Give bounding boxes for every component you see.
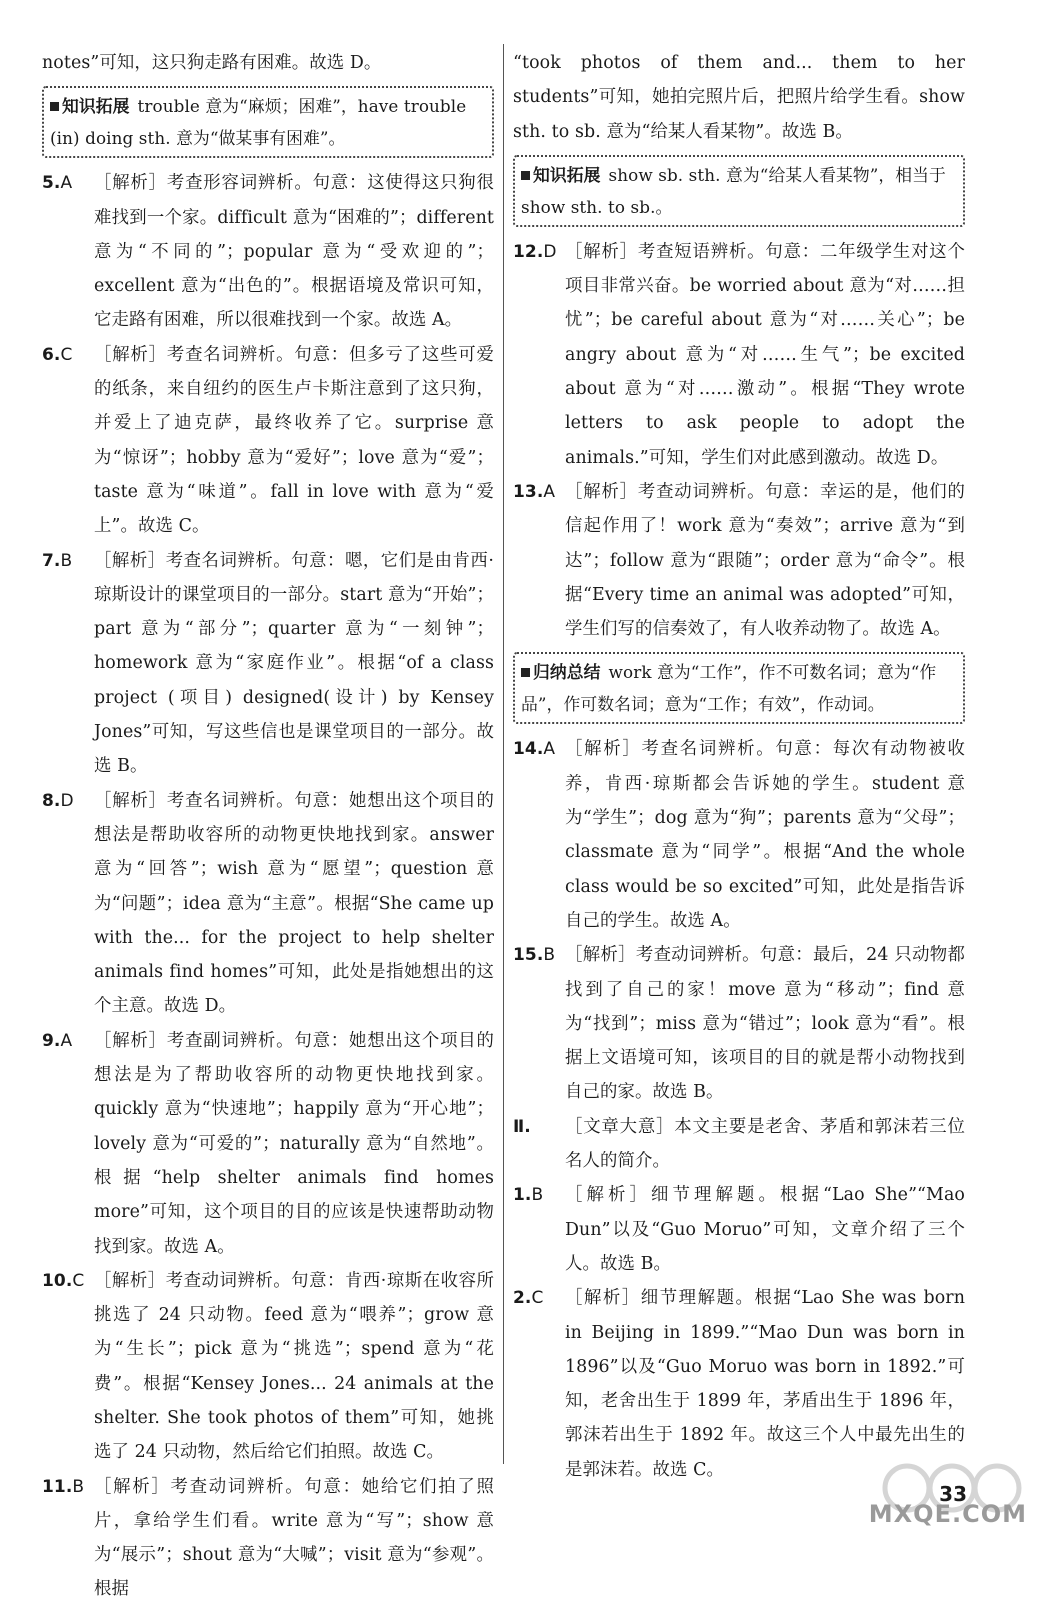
left-answer-list bbox=[42, 166, 494, 1606]
box-text: work 意为“工作”，作不可数名词；意为“作品”，作可数名词；意为“工作；有效”，作动词。 bbox=[521, 662, 937, 715]
item-number bbox=[513, 732, 565, 938]
box-title: 知识拓展 bbox=[50, 96, 130, 116]
item-number bbox=[42, 1024, 94, 1264]
right-intro-text: “took photos of them and... them to her students”可知，她拍完照片后，把照片给学生看。show sth. to sb. 意为“给某人看某物”。故选 B。 bbox=[513, 53, 965, 142]
item-number-label: 15. bbox=[513, 945, 544, 966]
answer-item bbox=[513, 1281, 965, 1487]
item-explanation: ［解析］考查名词辨析。句意：但多亏了这些可爱的纸条，来自纽约的医生卢卡斯注意到了这只狗，并爱上了迪克萨，最终收养了它。surprise 意为“惊讶”；hobby 意为“爱好”；love 意为“爱”；taste 意为“味道”。fall in love with 意为“爱上”。故选 C。 bbox=[94, 344, 494, 537]
box-text: show sb. sth. 意为“给某人看某物”，相当于 show sth. to sb.。 bbox=[521, 164, 946, 217]
section-heading bbox=[513, 1110, 965, 1179]
item-number bbox=[513, 1178, 565, 1281]
item-number-label: 11. bbox=[42, 1476, 73, 1497]
watermark-text: MXQE.COM bbox=[868, 1500, 1027, 1528]
item-number-label: 12. bbox=[513, 241, 544, 262]
item-explanation: ［解析］考查动词辨析。句意：肯西·琼斯在收容所挑选了 24 只动物。feed 意为“喂养”；grow 意为“生长”；pick 意为“挑选”；spend 意为“花费”。根据“Kensey Jones... 24 animals at the shelter. She took photos of them”可知，她挑选了 24 只动物，然后给它们拍照。故选 C。 bbox=[94, 1270, 494, 1463]
item-number-label: 14. bbox=[513, 739, 544, 760]
answer-item bbox=[42, 166, 494, 337]
left-column bbox=[42, 46, 494, 1607]
item-number bbox=[42, 544, 94, 784]
summary-box bbox=[513, 652, 965, 724]
item-explanation: ［解析］考查名词辨析。句意：她想出这个项目的想法是帮助收容所的动物更快地找到家。answer 意为“回答”；wish 意为“愿望”；question 意为“问题”；idea 意为“主意”。根据“She came up with the... for the project to help shelter animals find homes”可知，此处是指她想出的这个主意。故选 D。 bbox=[94, 790, 494, 1017]
item-explanation: ［解析］考查短语辨析。句意：二年级学生对这个项目非常兴奋。be worried about 意为“对……担忧”；be careful about 意为“对……关心”；be angry about 意为“对……生气”；be excited about 意为“对……激动”。根据“They wrote letters to ask people to adopt the animals.”可知，学生们对此感到激动。故选 D。 bbox=[565, 241, 965, 468]
answer-item bbox=[42, 1024, 494, 1264]
item-explanation: ［解析］考查形容词辨析。句意：这使得这只狗很难找到一个家。difficult 意为“困难的”；different 意为“不同的”；popular 意为“受欢迎的”；excellent 意为“出色的”。根据语境及常识可知，它走路有困难，所以很难找到一个家。故选 A。 bbox=[94, 173, 494, 331]
answer-item bbox=[513, 732, 965, 938]
item-explanation: ［解析］考查名词辨析。句意：嗯，它们是由肯西·琼斯设计的课堂项目的一部分。start 意为“开始”；part 意为“部分”；quarter 意为“一刻钟”；homework 意为“家庭作业”。根据“of a class project (项目) designed(设计) by Kensey Jones”可知，写这些信也是课堂项目的一部分。故选 B。 bbox=[94, 550, 494, 777]
right-column bbox=[513, 46, 965, 1487]
item-number bbox=[513, 938, 565, 1109]
knowledge-box-1 bbox=[42, 86, 494, 158]
item-answer: A bbox=[60, 173, 73, 194]
right-answer-list-c bbox=[513, 1178, 965, 1487]
section-summary: ［文章大意］本文主要是老舍、茅盾和郭沫若三位名人的简介。 bbox=[565, 1116, 965, 1172]
item-answer: B bbox=[60, 550, 73, 571]
box-text: trouble 意为“麻烦；困难”，have trouble (in) doing sth. 意为“做某事有困难”。 bbox=[50, 96, 467, 149]
answer-item bbox=[513, 938, 965, 1109]
item-number bbox=[513, 475, 565, 646]
box-title: 归纳总结 bbox=[521, 662, 601, 682]
column-divider bbox=[503, 44, 504, 1464]
item-answer: C bbox=[60, 344, 73, 365]
answer-item bbox=[42, 1470, 494, 1607]
item-answer: B bbox=[531, 1185, 544, 1206]
left-intro-text: notes”可知，这只狗走路有困难。故选 D。 bbox=[42, 53, 382, 73]
item-answer: A bbox=[543, 739, 556, 760]
page-number: 33 bbox=[939, 1482, 967, 1506]
item-answer: D bbox=[60, 790, 74, 811]
item-number-label: 10. bbox=[42, 1270, 73, 1291]
item-answer: B bbox=[72, 1476, 85, 1497]
item-explanation: ［解析］考查名词辨析。句意：每次有动物被收养，肯西·琼斯都会告诉她的学生。student 意为“学生”；dog 意为“狗”；parents 意为“父母”；classmate 意为“同学”。根据“And the whole class would be so excited”可知，此处是指告诉自己的学生。故选 A。 bbox=[565, 739, 965, 931]
item-explanation: ［解析］考查动词辨析。句意：幸运的是，他们的信起作用了！work 意为“奏效”；arrive 意为“到达”；follow 意为“跟随”；order 意为“命令”。根据“Every time an animal was adopted”可知，学生们写的信奏效了，有人收养动物了。故选 A。 bbox=[565, 481, 965, 640]
item-number bbox=[513, 1281, 565, 1487]
answer-item bbox=[42, 544, 494, 784]
answer-item bbox=[42, 338, 494, 544]
item-number-label: 8. bbox=[42, 790, 61, 811]
item-answer: C bbox=[531, 1288, 544, 1309]
item-explanation: ［解析］考查副词辨析。句意：她想出这个项目的想法是为了帮助收容所的动物更快地找到家。quickly 意为“快速地”；happily 意为“开心地”；lovely 意为“可爱的”；naturally 意为“自然地”。根据“help shelter animals find homes more”可知，这个项目的目的应该是快速帮助动物找到家。故选 A。 bbox=[94, 1030, 494, 1257]
answer-item bbox=[513, 235, 965, 475]
item-number-label: 6. bbox=[42, 344, 61, 365]
item-number-label: 1. bbox=[513, 1185, 532, 1206]
item-number-label: 2. bbox=[513, 1288, 532, 1309]
item-answer: D bbox=[543, 241, 557, 262]
item-number-label: 9. bbox=[42, 1030, 61, 1051]
item-answer: A bbox=[60, 1030, 73, 1051]
item-number-label: 7. bbox=[42, 550, 61, 571]
answer-item bbox=[42, 784, 494, 1024]
item-number bbox=[42, 1470, 94, 1607]
item-explanation: ［解析］细节理解题。根据“Lao She”“Mao Dun”以及“Guo Moruo”可知，文章介绍了三个人。故选 B。 bbox=[565, 1185, 965, 1274]
item-number-label: 5. bbox=[42, 173, 61, 194]
item-answer: A bbox=[543, 481, 556, 502]
item-answer: C bbox=[72, 1270, 85, 1291]
right-answer-list-b bbox=[513, 732, 965, 1109]
knowledge-box-2 bbox=[513, 155, 965, 227]
item-number bbox=[513, 235, 565, 475]
answer-item bbox=[42, 1264, 494, 1470]
item-explanation: ［解析］细节理解题。根据“Lao She was born in Beijing in 1899.”“Mao Dun was born in 1896”以及“Guo Moruo was born in 1892.”可知，老舍出生于 1899 年，茅盾出生于 1896 年，郭沫若出生于 1892 年。故这三个人中最先出生的是郭沫若。故选 C。 bbox=[565, 1288, 965, 1480]
item-answer: B bbox=[543, 945, 556, 966]
item-number bbox=[42, 338, 94, 544]
item-number bbox=[42, 166, 94, 337]
item-explanation: ［解析］考查动词辨析。句意：她给它们拍了照片，拿给学生们看。write 意为“写”；show 意为“展示”；shout 意为“大喊”；visit 意为“参观”。根据 bbox=[94, 1476, 494, 1600]
item-number bbox=[42, 1264, 94, 1470]
right-answer-list-a bbox=[513, 235, 965, 647]
item-number-label: 13. bbox=[513, 481, 544, 502]
answer-item bbox=[513, 1178, 965, 1281]
box-title: 知识拓展 bbox=[521, 165, 601, 185]
item-explanation: ［解析］考查动词辨析。句意：最后，24 只动物都找到了自己的家！move 意为“移动”；find 意为“找到”；miss 意为“错过”；look 意为“看”。根据上文语境可知，该项目的目的就是帮小动物找到自己的家。故选 B。 bbox=[565, 945, 965, 1103]
item-number bbox=[42, 784, 94, 1024]
section-label: Ⅱ. bbox=[513, 1116, 531, 1137]
answer-item bbox=[513, 475, 965, 646]
